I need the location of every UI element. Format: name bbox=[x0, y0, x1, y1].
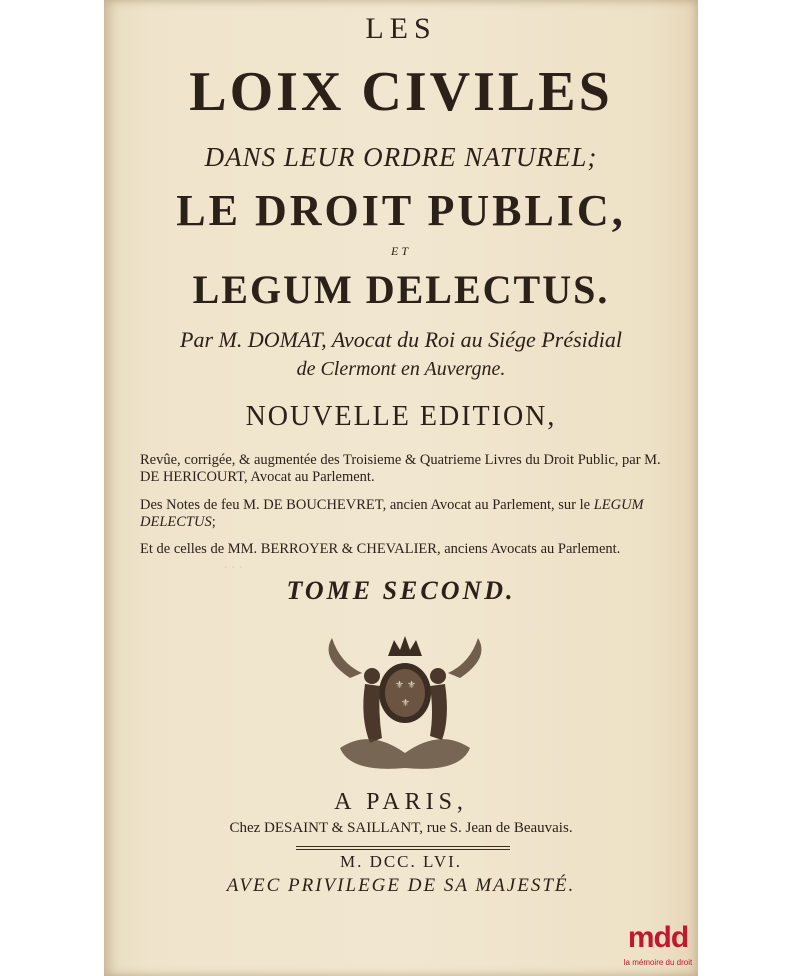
svg-text:⚜: ⚜ bbox=[395, 680, 404, 691]
privilege-line: AVEC PRIVILEGE DE SA MAJESTÉ. bbox=[226, 875, 576, 896]
imprint-rule-top bbox=[296, 846, 510, 847]
imprint-city: A PARIS, bbox=[334, 789, 468, 815]
notes-text: Des Notes de feu M. DE BOUCHEVRET, ancien Avocat au Parlement, sur le bbox=[140, 497, 594, 513]
royal-coat-of-arms-engraving bbox=[310, 618, 500, 778]
subtitle-ordre-naturel: DANS LEUR ORDRE NATUREL; bbox=[204, 142, 598, 172]
svg-text:⚜: ⚜ bbox=[401, 698, 410, 709]
edition-heading: NOUVELLE EDITION, bbox=[245, 401, 557, 432]
imprint-publisher: Chez DESAINT & SAILLANT, rue S. Jean de Beauvais. bbox=[229, 820, 573, 836]
tome-second: TOME SECOND. bbox=[286, 576, 516, 605]
notes-legum-delectus: LEGUM DELECTUS bbox=[140, 497, 644, 530]
revision-paragraph: Revûe, corrigée, & augmentée des Troisieme & Quatrieme Livres du Droit Public, par M. DE HERICOURT, Avocat au Parlement. bbox=[140, 452, 661, 485]
title-droit-public: LE DROIT PUBLIC, bbox=[176, 186, 626, 235]
title-et: ET bbox=[390, 244, 411, 258]
notes-paragraph bbox=[140, 497, 668, 531]
mdd-logo bbox=[616, 921, 700, 971]
bleed-through-text: · · · bbox=[224, 560, 243, 576]
svg-text:⚜: ⚜ bbox=[407, 680, 416, 691]
notes-semicolon: ; bbox=[211, 514, 216, 530]
book-page bbox=[104, 0, 698, 976]
berroyer-paragraph: Et de celles de MM. BERROYER & CHEVALIER, anciens Avocats au Parlement. bbox=[140, 541, 621, 557]
mdd-logo-tagline: la mémoire du droit bbox=[623, 958, 693, 967]
title-legum-delectus: LEGUM DELECTUS. bbox=[192, 267, 610, 312]
title-loix-civiles: LOIX CIVILES bbox=[189, 61, 613, 123]
mdd-logo-letters: mdd bbox=[627, 921, 689, 954]
title-les: LES bbox=[365, 12, 437, 45]
author-line-1: Par M. DOMAT, Avocat du Roi au Siége Présidial bbox=[180, 327, 622, 352]
imprint-year: M. DCC. LVI. bbox=[339, 852, 463, 871]
author-line-2: de Clermont en Auvergne. bbox=[296, 358, 506, 380]
imprint-rule-top-2 bbox=[296, 849, 510, 850]
